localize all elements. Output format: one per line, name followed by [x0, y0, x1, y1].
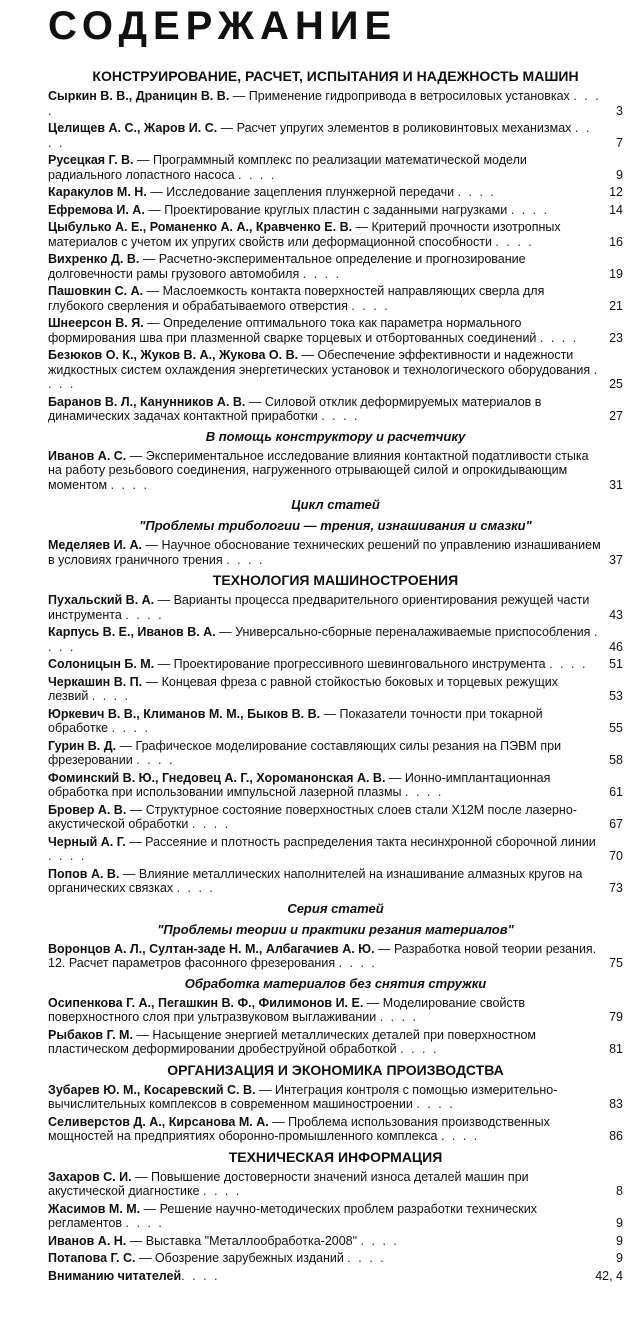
entry-title: — Моделирование свойств поверхностного слоя при ультразвуковом выглаживании	[48, 995, 526, 1024]
entry-title: — Определение оптимального тока как параметра нормального формирования шва при плазменной сварке торцевых и отбортованных соединений	[48, 316, 540, 345]
entry-authors: Шнеерсон В. Я.	[48, 316, 144, 330]
toc-entry[interactable]	[48, 867, 623, 896]
leader-dots: . . . .	[416, 1097, 455, 1111]
entry-title: — Проектирование прогрессивного шевинговального инструмента	[154, 657, 550, 671]
leader-dots: . . . .	[125, 607, 164, 622]
section-heading: ОРГАНИЗАЦИЯ И ЭКОНОМИКА ПРОИЗВОДСТВА	[167, 1061, 504, 1078]
leader-dots: . . . .	[125, 1216, 164, 1230]
toc-entry[interactable]	[48, 1251, 623, 1266]
entry-authors: Гурин В. Д.	[48, 738, 117, 753]
entry-page-number: 23	[609, 330, 623, 345]
entry-title: — Универсально-сборные переналаживаемые приспособления	[215, 625, 594, 639]
entry-title: — Разработка новой теории резания. 12. Расчет параметров фасонного фрезерования	[48, 941, 597, 970]
leader-dots: . . . .	[238, 167, 277, 182]
toc-entry[interactable]	[48, 1170, 623, 1199]
entry-page-number: 42, 4	[595, 1268, 623, 1283]
entry-title: — Применение гидропривода в ветросиловых установках	[229, 89, 574, 103]
leader-dots: . . . .	[351, 298, 390, 313]
toc-entry[interactable]	[48, 1115, 623, 1144]
entry-authors: Вихренко Д. В.	[48, 252, 140, 266]
entry-page-number: 16	[609, 234, 623, 249]
leader-dots: . . . .	[457, 185, 496, 199]
leader-dots: . . . .	[495, 234, 534, 249]
toc-entry[interactable]	[48, 284, 623, 313]
entry-authors: Сыркин В. В., Драницин В. В.	[48, 89, 230, 103]
entry-authors: Безюков О. К., Жуков В. А., Жукова О. В.	[48, 348, 299, 362]
entry-authors: Селиверстов Д. А., Кирсанова М. А.	[48, 1114, 269, 1129]
entry-authors: Ефремова И. А.	[48, 202, 145, 217]
leader-dots: . . . .	[176, 881, 215, 895]
entry-page-number: 86	[609, 1129, 623, 1143]
leader-dots: . . . .	[48, 849, 87, 863]
toc-entry[interactable]	[48, 89, 623, 118]
entry-page-number: 19	[609, 266, 623, 281]
entry-authors: Бровер А. В.	[48, 802, 127, 817]
entry-authors: Потапова Г. С.	[48, 1251, 136, 1265]
entry-authors: Рыбаков Г. М.	[48, 1027, 133, 1042]
toc-entry[interactable]	[48, 1269, 623, 1284]
leader-dots: . . . .	[440, 1129, 480, 1143]
toc-entry[interactable]	[48, 395, 623, 424]
entry-page-number: 14	[609, 202, 623, 217]
entry-title: — Обеспечение эффективности и надежности жидкостных систем охлаждения энергетических установок и технологического оборудования	[48, 348, 594, 377]
entry-title: — Показатели точности при токарной обработке	[48, 706, 543, 735]
section-heading: ТЕХНИЧЕСКАЯ ИНФОРМАЦИЯ	[228, 1148, 443, 1165]
leader-dots: . . . .	[48, 625, 600, 654]
leader-dots: . . . .	[549, 657, 588, 671]
entry-authors: Меделяев И. А.	[48, 538, 143, 552]
leader-dots: . . . .	[338, 956, 377, 970]
entry-page-number: 7	[616, 135, 623, 150]
entry-title: — Расчетно-экспериментальное определение и прогнозирование долговечности рамы грузового автомобиля	[48, 252, 526, 281]
entry-title: — Маслоемкость контакта поверхностей направляющих сверла для глубокого сверления и обрабатываемого отверстия	[48, 284, 545, 313]
entry-title: — Ионно-имплантационная обработка при использовании импульсной лазерной плазмы	[48, 770, 551, 799]
toc-entry[interactable]	[48, 657, 623, 672]
toc-entry[interactable]	[48, 625, 623, 654]
leader-dots: . . . .	[48, 121, 592, 150]
toc-entry[interactable]	[48, 803, 623, 832]
entry-authors: Попов А. В.	[48, 866, 120, 881]
section-heading: Обработка материалов без снятия стружки	[184, 975, 487, 991]
entry-authors: Солоницын Б. М.	[48, 657, 155, 671]
entry-title: — Структурное состояние поверхностных слоев стали Х12М после лазерно-акустической обработки	[48, 802, 577, 831]
toc-entry[interactable]	[48, 707, 623, 736]
entry-title: — Критерий прочности изотропных материалов с учетом их упругих свойств или деформационной способности	[48, 220, 561, 249]
entry-page-number: 8	[616, 1184, 623, 1198]
toc-entry[interactable]	[48, 996, 623, 1025]
entry-authors: Цыбулько А. Е., Романенко А. А., Кравченко Е. В.	[48, 220, 353, 234]
toc-entry[interactable]	[48, 1234, 623, 1249]
toc-entry[interactable]	[48, 675, 623, 704]
entry-page-number: 31	[609, 477, 623, 492]
section-heading: КОНСТРУИРОВАНИЕ, РАСЧЕТ, ИСПЫТАНИЯ И НАДЕЖНОСТЬ МАШИН	[92, 68, 579, 84]
section-heading: Серия статей	[287, 900, 384, 916]
entry-page-number: 9	[616, 167, 623, 182]
entry-authors: Целищев А. С., Жаров И. С.	[48, 121, 218, 135]
leader-dots: . . . .	[91, 689, 131, 703]
toc-entry[interactable]	[48, 153, 623, 182]
toc-entry[interactable]	[48, 1028, 623, 1057]
entry-authors: Пашовкин С. А.	[48, 284, 144, 298]
leader-dots: . . . .	[226, 552, 265, 567]
entry-page-number: 67	[609, 817, 623, 831]
toc-entry[interactable]	[48, 121, 623, 150]
leader-dots: . . . .	[111, 721, 150, 735]
entry-authors: Пухальский В. А.	[48, 593, 155, 607]
entry-title: — Варианты процесса предварительного ориентирования режущей части инструмента	[48, 593, 590, 622]
leader-dots: . . . .	[181, 1268, 220, 1283]
entry-title: — Влияние металлических наполнителей на изнашивание алмазных кругов на органических связках	[48, 866, 583, 895]
entry-page-number: 9	[616, 1251, 623, 1265]
entry-page-number: 61	[609, 785, 623, 799]
entry-page-number: 81	[609, 1042, 623, 1056]
entry-title: — Рассеяние и плотность распределения такта несинхронной сборочной линии	[125, 834, 596, 849]
entry-page-number: 83	[609, 1097, 623, 1111]
entry-page-number: 9	[616, 1216, 623, 1230]
entry-page-number: 55	[609, 721, 623, 735]
entry-authors: Осипенкова Г. А., Пегашкин В. Ф., Филимонов И. Е.	[48, 995, 364, 1010]
entry-page-number: 43	[609, 607, 623, 622]
toc-entry[interactable]	[48, 348, 623, 392]
entry-authors: Захаров С. И.	[48, 1169, 132, 1184]
toc-entry[interactable]	[48, 835, 623, 864]
toc-entry[interactable]	[48, 1083, 623, 1112]
toc-entry[interactable]	[48, 739, 623, 768]
entry-authors: Черный А. Г.	[48, 834, 126, 849]
entry-title: — Обозрение зарубежных изданий	[135, 1251, 348, 1265]
page-title: СОДЕРЖАНИЕ	[48, 4, 398, 48]
entry-page-number: 3	[616, 103, 623, 118]
entry-title: — Исследование зацепления плунжерной передачи	[146, 185, 458, 199]
entry-authors: Карпусь В. Е., Иванов В. А.	[48, 625, 216, 639]
entry-title: — Насыщение энергией металлических деталей при поверхностном пластическом деформировании дробеструйной обработкой	[48, 1027, 537, 1056]
toc-entry[interactable]	[48, 538, 623, 567]
leader-dots: . . . .	[302, 266, 342, 281]
toc-entry[interactable]	[48, 449, 623, 493]
toc-entry[interactable]	[48, 252, 623, 281]
section-subheading: "Проблемы теории и практики резания материалов"	[157, 921, 514, 937]
toc-entry[interactable]	[48, 593, 623, 622]
entry-title: — Силовой отклик деформируемых материалов в динамических задачах контактной приработки	[48, 394, 542, 423]
entry-page-number: 53	[609, 689, 623, 703]
entry-page-number: 25	[609, 377, 623, 391]
leader-dots: . . . .	[400, 1042, 439, 1056]
entry-page-number: 51	[609, 657, 623, 671]
toc-entry[interactable]	[48, 203, 623, 218]
entry-authors: Иванов А. С.	[48, 448, 127, 463]
entry-title: — Проектирование круглых пластин с заданными нагрузками	[144, 202, 511, 217]
entry-authors: Жасимов М. М.	[48, 1201, 141, 1216]
section-heading: Цикл статей	[291, 497, 380, 512]
leader-dots: . . . .	[347, 1251, 386, 1265]
leader-dots: . . . .	[360, 1233, 399, 1248]
entry-authors: Воронцов А. Л., Султан-заде Н. М., Албагачиев А. Ю.	[48, 941, 375, 956]
leader-dots: . . . .	[405, 785, 444, 799]
entry-page-number: 73	[609, 881, 623, 895]
entry-title: — Программный комплекс по реализации математической модели радиального лопастного насоса	[48, 153, 527, 182]
entry-title: — Научное обоснование технических решений по управлению изнашиванием в условиях граничного трения	[48, 538, 601, 567]
entry-page-number: 46	[609, 639, 623, 654]
table-of-contents	[48, 68, 623, 1283]
entry-page-number: 75	[609, 956, 623, 970]
entry-authors: Фоминский В. Ю., Гнедовец А. Г., Хороманонская А. В.	[48, 770, 386, 785]
entry-title: — Решение научно-методических проблем разработки технических регламентов	[48, 1201, 537, 1230]
entry-title: — Графическое моделирование составляющих силы резания на ПЭВМ при фрезеровании	[48, 738, 562, 767]
toc-entry[interactable]	[48, 1202, 623, 1231]
entry-page-number: 70	[609, 849, 623, 863]
leader-dots: . . . .	[539, 330, 579, 345]
entry-authors: Вниманию читателей	[48, 1268, 182, 1283]
leader-dots: . . . .	[379, 1010, 419, 1024]
entry-title: — Повышение достоверности значений износа деталей машин при акустической диагностике	[48, 1169, 529, 1198]
section-heading: ТЕХНОЛОГИЯ МАШИНОСТРОЕНИЯ	[212, 572, 459, 588]
toc-entry[interactable]	[48, 316, 623, 345]
entry-title: — Экспериментальное исследование влияния контактной податливости стыка на работу резьбового соединения, нагруженного отрывающей силой и опрокидывающим моментом	[48, 448, 589, 492]
entry-authors: Каракулов М. Н.	[48, 185, 147, 199]
entry-authors: Черкашин В. П.	[48, 674, 143, 689]
section-heading: В помощь конструктору и расчетчику	[205, 428, 466, 444]
entry-page-number: 37	[609, 552, 623, 567]
toc-entry[interactable]	[48, 220, 623, 249]
entry-authors: Юркевич В. В., Климанов М. М., Быков В. В.	[48, 706, 321, 721]
entry-title: — Расчет упругих элементов в роликовинтовых механизмах	[217, 121, 575, 135]
leader-dots: . . . .	[48, 362, 600, 391]
leader-dots: . . . .	[321, 409, 360, 423]
leader-dots: . . . .	[110, 477, 149, 492]
toc-entry[interactable]	[48, 771, 623, 800]
entry-title: — Концевая фреза с равной стойкостью боковых и торцевых режущих лезвий	[48, 674, 559, 703]
entry-page-number: 58	[609, 753, 623, 767]
entry-title: — Выставка "Металлообработка-2008"	[126, 1233, 361, 1248]
entry-authors: Зубарев Ю. М., Косаревский С. В.	[48, 1082, 256, 1097]
entry-page-number: 27	[609, 409, 623, 423]
section-subheading: "Проблемы трибологии — трения, изнашивания и смазки"	[139, 518, 532, 533]
leader-dots: . . . .	[510, 202, 549, 217]
entry-page-number: 12	[609, 185, 623, 199]
entry-page-number: 79	[609, 1010, 623, 1024]
leader-dots: . . . .	[136, 753, 175, 767]
entry-page-number: 9	[616, 1233, 623, 1248]
entry-authors: Баранов В. Л., Канунников А. В.	[48, 394, 246, 409]
entry-authors: Иванов А. Н.	[48, 1233, 127, 1248]
toc-entry[interactable]	[48, 942, 623, 971]
entry-title: — Проблема использования производственных мощностей на предприятиях оборонно-промышленного комплекса	[48, 1114, 550, 1143]
entry-title: — Интеграция контроля с помощью измерительно-вычислительных комплексов в современном машиностроении	[48, 1082, 558, 1111]
leader-dots: . . . .	[191, 817, 231, 831]
toc-entry[interactable]	[48, 185, 623, 200]
leader-dots: . . . .	[203, 1184, 242, 1198]
entry-page-number: 21	[609, 298, 623, 313]
leader-dots: . . . .	[48, 89, 601, 118]
entry-authors: Русецкая Г. В.	[48, 153, 134, 167]
